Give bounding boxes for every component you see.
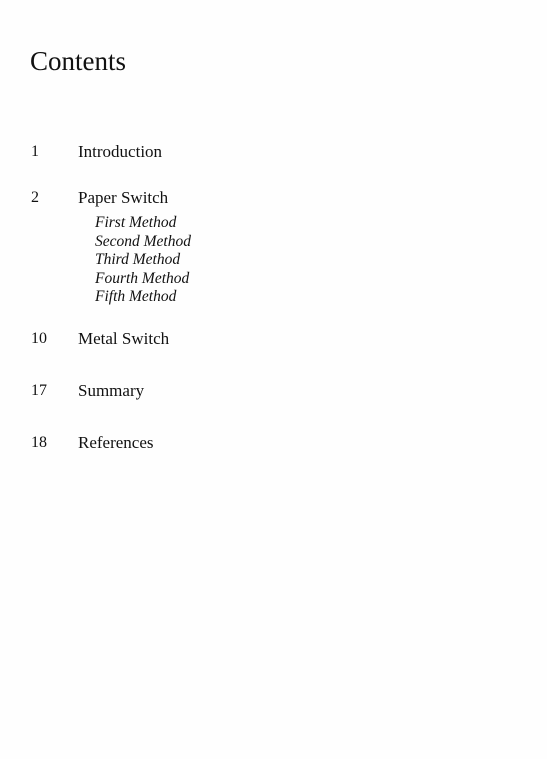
toc-entry-metal-switch xyxy=(0,328,547,352)
toc-entry-title: Paper Switch xyxy=(78,188,169,207)
toc-entry-references xyxy=(0,432,547,456)
toc-subentry: Fourth Method xyxy=(95,269,190,287)
paper-switch-subsections xyxy=(95,214,191,307)
toc-subentry: Second Method xyxy=(95,232,191,250)
toc-subentry: Fifth Method xyxy=(95,288,177,305)
toc-entry-title: Introduction xyxy=(78,142,163,161)
toc-page-number: 10 xyxy=(31,330,47,347)
toc-entry-paper-switch xyxy=(0,187,547,211)
toc-entry-summary xyxy=(0,380,547,404)
toc-page-number: 2 xyxy=(31,189,39,206)
toc-page-number: 17 xyxy=(31,382,47,399)
toc-subentry: First Method xyxy=(95,214,177,231)
toc-entry-title: Summary xyxy=(78,381,145,400)
page-title: Contents xyxy=(30,46,127,76)
toc-entry-introduction xyxy=(0,141,547,165)
toc-subentry: Third Method xyxy=(95,251,181,268)
toc-entry-title: Metal Switch xyxy=(78,329,170,348)
toc-page-number: 18 xyxy=(31,434,47,451)
toc-entry-title: References xyxy=(78,433,154,452)
toc-page-number: 1 xyxy=(31,143,39,160)
